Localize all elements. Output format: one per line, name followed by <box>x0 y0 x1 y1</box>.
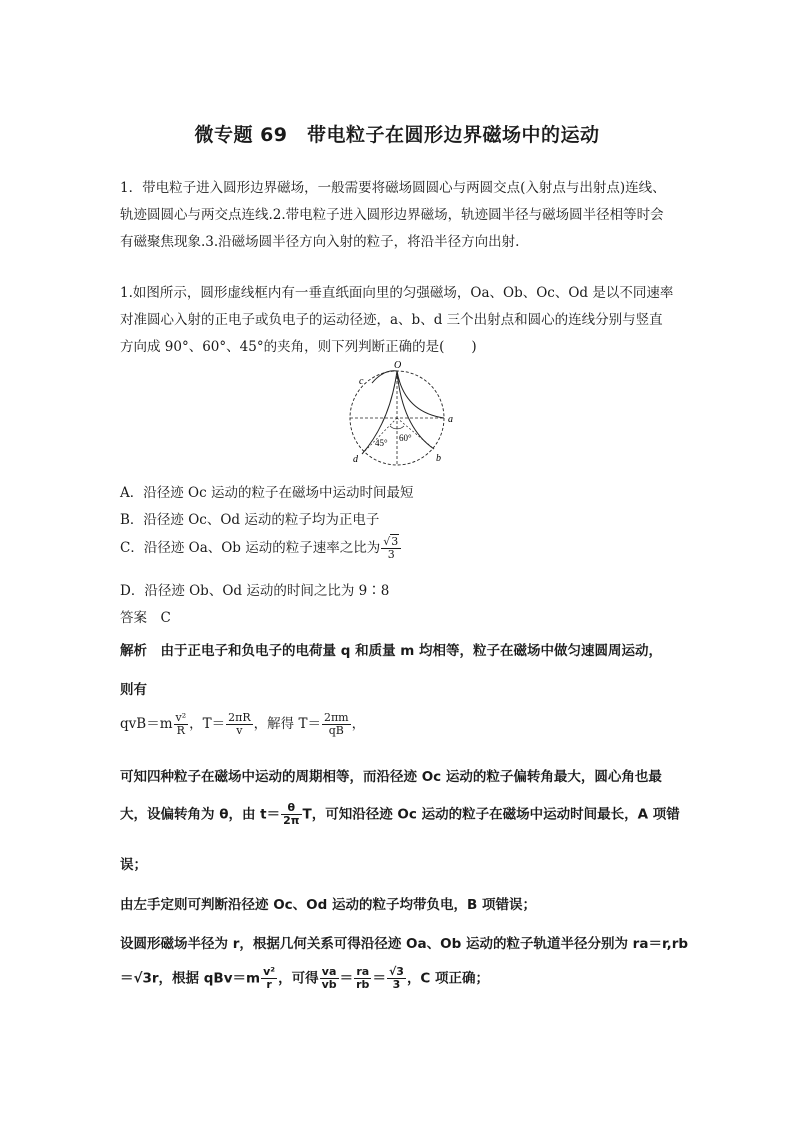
line4-frac-den: 2π <box>283 814 300 827</box>
line4-fraction <box>281 802 301 827</box>
line8-fraction-1 <box>261 966 277 991</box>
page-title: 微专题 69 带电粒子在圆形边界磁场中的运动 <box>194 124 600 146</box>
analysis-line-3: 可知四种粒子在磁场中运动的周期相等，而沿径迹 Oc 运动的粒子偏转角最大，圆心角也最 <box>120 769 662 785</box>
eq-fraction-3 <box>322 712 351 737</box>
option-b: B．沿径迹 Oc、Od 运动的粒子均为正电子 <box>120 512 380 528</box>
line8-frac4-den: 3 <box>392 978 401 991</box>
analysis-text-1: 由于正电子和负电子的电荷量 q 和质量 m 均相等，粒子在磁场中做匀速圆周运动， <box>160 643 663 659</box>
radius-d <box>362 418 397 454</box>
eq-fraction-1 <box>174 712 189 737</box>
line8-part-b: ，可得 <box>278 970 319 987</box>
trajectory-oc <box>372 371 397 383</box>
question-line-1: 1.如图所示，圆形虚线框内有一垂直纸面向里的匀强磁场，Oa、Ob、Oc、Od 是以不同速率 <box>120 285 674 301</box>
label-a: a <box>448 414 453 425</box>
question-line-2: 对准圆心入射的正电子或负电子的运动径迹，a、b、d 三个出射点和圆心的连线分别与竖直 <box>120 312 663 328</box>
line4-part-b: T，可知沿径迹 Oc 运动的粒子在磁场中运动时间最长，A 项错 <box>302 806 680 823</box>
line8-part-d: ＝ <box>372 970 386 987</box>
line8-frac1-num: v² <box>263 965 276 978</box>
analysis-label: 解析 <box>120 643 147 659</box>
intro-line-2: 轨迹圆圆心与两交点连线.2.带电粒子进入圆形边界磁场，轨迹圆半径与磁场圆半径相等时会 <box>120 207 664 223</box>
option-a: A．沿径迹 Oc 运动的粒子在磁场中运动时间最短 <box>120 485 414 501</box>
label-o: O <box>394 360 402 371</box>
line8-part-c: ＝ <box>339 970 354 987</box>
line8-frac4-num: √3 <box>388 965 404 978</box>
line4-frac-num: θ <box>281 802 301 815</box>
option-c-numerator: 3 <box>391 535 399 548</box>
line8-frac2-den: vb <box>321 978 337 991</box>
line8-frac2-num: va <box>320 966 339 979</box>
option-c-denominator: 3 <box>387 548 395 561</box>
trajectory-oa <box>397 371 444 418</box>
eq-frac1-den: R <box>176 724 185 737</box>
eq-fraction-2 <box>226 712 253 737</box>
eq-frac2-den: v <box>236 724 243 737</box>
line8-frac3-num: ra <box>354 966 371 979</box>
analysis-line-7: 设圆形磁场半径为 r，根据几何关系可得沿径迹 Oa、Ob 运动的粒子轨道半径分别为 ra＝r,rb <box>120 936 689 952</box>
magnetic-field-figure <box>312 357 462 467</box>
line8-part-a: ＝√3r，根据 qBv＝m <box>120 970 261 987</box>
eq-frac1-num: v² <box>175 711 187 724</box>
label-angle-60: 60° <box>399 433 412 443</box>
eq-frac3-num: 2πm <box>323 711 349 724</box>
label-b: b <box>436 453 441 464</box>
intro-line-3: 有磁聚焦现象.3.沿磁场圆半径方向入射的粒子，将沿半径方向出射. <box>120 234 520 250</box>
line8-fraction-4 <box>387 966 406 991</box>
eq-part-b: ，T＝ <box>189 716 226 732</box>
question-line-3: 方向成 90°、60°、45°的夹角，则下列判断正确的是( ) <box>120 339 477 355</box>
analysis-equation <box>120 712 365 737</box>
intro-line-1: 1．带电粒子进入圆形边界磁场，一般需要将磁场圆圆心与两圆交点(入射点与出射点)连线、 <box>120 180 666 196</box>
line8-frac1-den: r <box>266 978 272 991</box>
line8-part-e: ，C 项正确； <box>406 970 490 987</box>
analysis-line-4 <box>120 802 680 827</box>
answer: 答案 C <box>120 610 171 626</box>
label-d: d <box>353 454 358 465</box>
line8-frac3-den: rb <box>356 978 370 991</box>
analysis-line-2: 则有 <box>120 682 147 698</box>
eq-end: ， <box>351 716 366 732</box>
label-c: c <box>359 376 364 387</box>
option-c-text: C．沿径迹 Oa、Ob 运动的粒子速率之比为 <box>120 540 381 556</box>
option-d: D．沿径迹 Ob、Od 运动的时间之比为 9∶8 <box>120 583 390 599</box>
line8-fraction-2 <box>320 966 339 991</box>
analysis-line-1 <box>120 639 662 659</box>
analysis-line-5: 误； <box>120 857 147 873</box>
eq-part-a: qvB＝m <box>120 716 173 732</box>
label-angle-45: 45° <box>375 438 388 448</box>
analysis-line-6: 由左手定则可判断沿径迹 Oc、Od 运动的粒子均带负电，B 项错误； <box>120 897 537 913</box>
eq-frac3-den: qB <box>328 724 344 737</box>
option-c-fraction: $\frac{√3}{3}$ <box>381 536 401 561</box>
line4-part-a: 大，设偏转角为 θ，由 t＝ <box>120 806 281 823</box>
eq-frac2-num: 2πR <box>228 711 251 724</box>
line8-fraction-3 <box>354 966 371 991</box>
option-c <box>120 536 402 561</box>
eq-part-c: ，解得 T＝ <box>253 716 321 732</box>
analysis-line-8 <box>120 966 489 991</box>
